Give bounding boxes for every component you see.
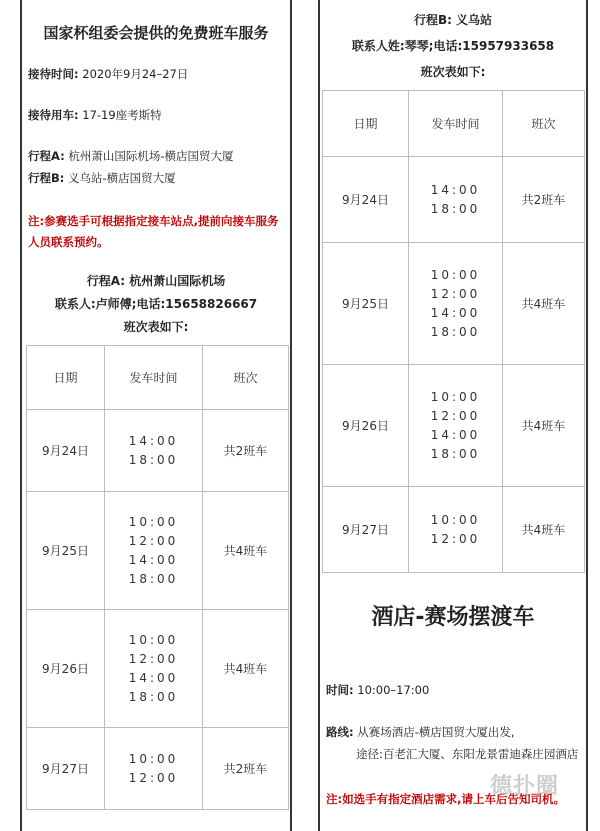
reception-time-value: 2020年9月24–27日: [82, 67, 189, 81]
row-times: [105, 492, 203, 610]
time-entry: 14:00: [128, 670, 179, 685]
time-entry: 10:00: [430, 267, 481, 282]
row-times: [409, 487, 503, 573]
row-date: 9月24日: [27, 410, 105, 492]
time-entry: 14:00: [430, 305, 481, 320]
row-count: 共4班车: [503, 365, 585, 487]
watermark-logo: [490, 769, 582, 817]
shuttle-note: 注:如选手有指定酒店需求,请上车后告知司机。: [326, 792, 565, 806]
schedule-table-b: [322, 90, 585, 573]
table-header: [323, 91, 585, 157]
row-date: 9月25日: [27, 492, 105, 610]
row-count: 共4班车: [503, 243, 585, 365]
schedule-label-a: 班次表如下:: [123, 320, 189, 334]
time-entry: 10:00: [430, 389, 481, 404]
table-row: [323, 487, 585, 573]
contact-b: 联系人姓:琴琴;电话:15957933658: [351, 39, 555, 53]
row-count: 共2班车: [503, 157, 585, 243]
table-row: [27, 610, 289, 728]
schedule-label-b: 班次表如下:: [420, 65, 486, 79]
row-times: [409, 243, 503, 365]
header-time: 发车时间: [409, 91, 503, 157]
time-entry: 18:00: [430, 446, 481, 461]
watermark-text: 德扑圈: [490, 774, 560, 799]
time-entry: 12:00: [430, 286, 481, 301]
time-entry: 12:00: [430, 408, 481, 423]
time-entry: 14:00: [128, 433, 179, 448]
route-a: [28, 148, 284, 164]
row-times: [105, 410, 203, 492]
row-count: 共4班车: [203, 610, 289, 728]
table-header: [27, 346, 289, 410]
shuttle-time-value: 10:00–17:00: [357, 683, 430, 697]
row-count: 共4班车: [503, 487, 585, 573]
route-b-label: 行程B:: [28, 171, 65, 185]
time-entry: 18:00: [430, 201, 481, 216]
vehicle-label: 接待用车:: [28, 108, 79, 122]
row-date: 9月24日: [323, 157, 409, 243]
section-title-b: 行程B: 义乌站: [413, 13, 493, 27]
table-row: [27, 410, 289, 492]
time-entry: 14:00: [430, 182, 481, 197]
time-entry: 10:00: [430, 512, 481, 527]
time-entry: 18:00: [128, 689, 179, 704]
schedule-table-a: [26, 345, 289, 810]
table-row: [323, 365, 585, 487]
section-title-a: 行程A: 杭州萧山国际机场: [86, 274, 226, 288]
row-times: [409, 365, 503, 487]
time-entry: 18:00: [128, 452, 179, 467]
row-count: 共2班车: [203, 410, 289, 492]
time-entry: 10:00: [128, 632, 179, 647]
shuttle-time: [326, 682, 580, 698]
row-date: 9月25日: [323, 243, 409, 365]
left-panel: [20, 0, 292, 831]
route-b-value: 义乌站-横店国贸大厦: [68, 171, 176, 185]
time-entry: 10:00: [128, 514, 179, 529]
right-panel: [318, 0, 588, 831]
row-times: [409, 157, 503, 243]
row-date: 9月26日: [323, 365, 409, 487]
row-count: 共4班车: [203, 492, 289, 610]
route-b: [28, 170, 284, 186]
header-date: 日期: [27, 346, 105, 410]
route-a-label: 行程A:: [28, 149, 65, 163]
shuttle-time-label: 时间:: [326, 683, 354, 697]
time-entry: 12:00: [430, 531, 481, 546]
header-date: 日期: [323, 91, 409, 157]
left-note: 注:参赛选手可根据指定接车站点,提前向接车服务人员联系预约。: [28, 214, 279, 249]
row-count: 共2班车: [203, 728, 289, 810]
row-date: 9月27日: [323, 487, 409, 573]
reception-time-label: 接待时间:: [28, 67, 79, 81]
table-row: [27, 728, 289, 810]
table-row: [323, 157, 585, 243]
shuttle-route-label: 路线:: [326, 725, 354, 739]
time-entry: 10:00: [128, 751, 179, 766]
time-entry: 12:00: [128, 651, 179, 666]
time-entry: 12:00: [128, 770, 179, 785]
time-entry: 14:00: [430, 427, 481, 442]
time-entry: 18:00: [430, 324, 481, 339]
table-row: [27, 492, 289, 610]
vehicle: [28, 107, 284, 123]
header-time: 发车时间: [105, 346, 203, 410]
time-entry: 12:00: [128, 533, 179, 548]
shuttle-title: 酒店-赛场摆渡车: [371, 605, 535, 630]
reception-time: [28, 66, 284, 82]
row-times: [105, 728, 203, 810]
table-row: [323, 243, 585, 365]
shuttle-via: 途径:百老汇大厦、东阳龙景雷迪森庄园酒店: [356, 747, 579, 761]
header-count: 班次: [203, 346, 289, 410]
header-count: 班次: [503, 91, 585, 157]
time-entry: 18:00: [128, 571, 179, 586]
shuttle-route-value: 从赛场酒店-横店国贸大厦出发,: [357, 725, 515, 739]
page-title: 国家杯组委会提供的免费班车服务: [43, 24, 269, 42]
vehicle-value: 17-19座考斯特: [82, 108, 162, 122]
row-date: 9月27日: [27, 728, 105, 810]
route-a-value: 杭州萧山国际机场-横店国贸大厦: [68, 149, 234, 163]
contact-a: 联系人:卢师傅;电话:15658826667: [54, 297, 258, 311]
row-date: 9月26日: [27, 610, 105, 728]
time-entry: 14:00: [128, 552, 179, 567]
row-times: [105, 610, 203, 728]
shuttle-route: [326, 724, 580, 740]
